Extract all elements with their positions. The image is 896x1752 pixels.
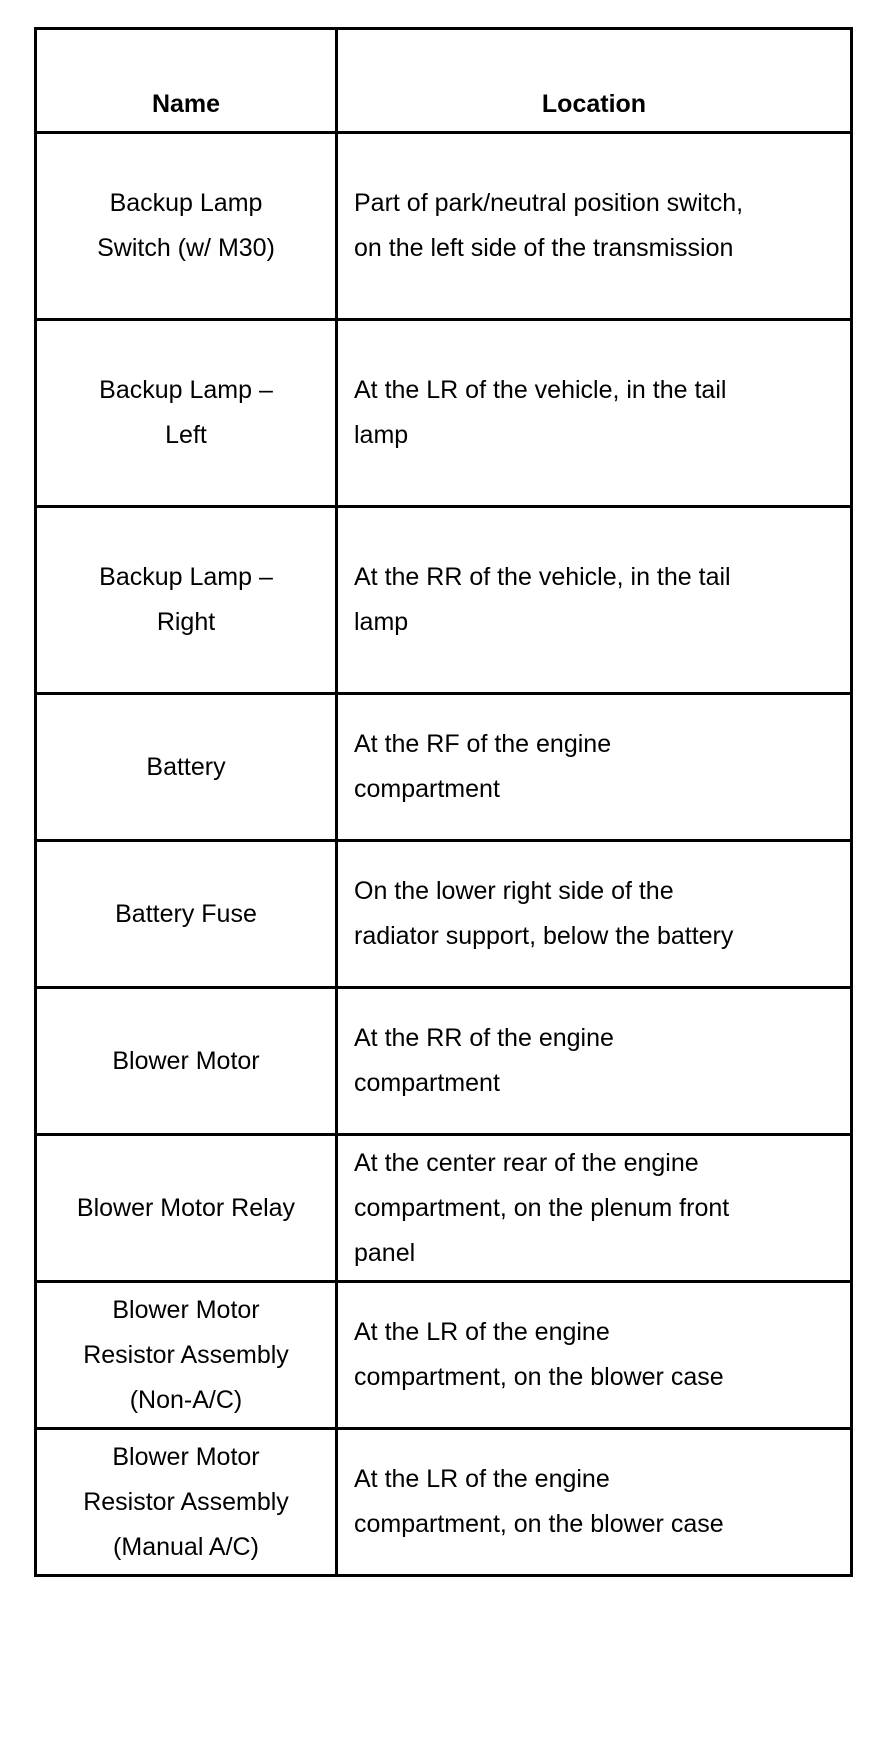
component-name: Blower Motor Resistor Assembly (Non-A/C) — [83, 1295, 289, 1414]
table-row — [36, 1429, 852, 1576]
component-location: At the LR of the engine compartment, on the blower case — [354, 1318, 724, 1391]
location-cell — [337, 1135, 852, 1282]
component-location: At the RF of the engine compartment — [354, 730, 612, 803]
table-row — [36, 507, 852, 694]
location-cell — [337, 507, 852, 694]
name-cell — [36, 1429, 337, 1576]
name-cell — [36, 133, 337, 320]
table-row — [36, 988, 852, 1135]
component-location: At the RR of the vehicle, in the tail lamp — [354, 563, 731, 636]
header-location: Location — [337, 29, 852, 133]
table-row — [36, 1282, 852, 1429]
component-name: Backup Lamp Switch (w/ M30) — [97, 189, 275, 262]
component-location: At the LR of the vehicle, in the tail lamp — [354, 376, 727, 449]
location-cell — [337, 694, 852, 841]
table-header — [36, 29, 852, 133]
table-row — [36, 1135, 852, 1282]
table-row — [36, 841, 852, 988]
name-cell — [36, 694, 337, 841]
component-name: Blower Motor Resistor Assembly (Manual A/C) — [83, 1442, 289, 1561]
location-cell — [337, 1429, 852, 1576]
component-name: Blower Motor — [112, 1046, 260, 1075]
name-cell — [36, 1135, 337, 1282]
location-cell — [337, 1282, 852, 1429]
name-cell — [36, 507, 337, 694]
component-location: At the LR of the engine compartment, on the blower case — [354, 1465, 724, 1538]
component-name: Blower Motor Relay — [76, 1193, 296, 1222]
location-cell — [337, 988, 852, 1135]
name-cell — [36, 988, 337, 1135]
location-cell — [337, 841, 852, 988]
component-location-table — [34, 27, 853, 1577]
component-location: Part of park/neutral position switch, on the left side of the transmission — [354, 189, 744, 262]
table-row — [36, 694, 852, 841]
component-name: Backup Lamp – Left — [99, 376, 273, 449]
component-location: At the center rear of the engine compartment, on the plenum front panel — [354, 1148, 730, 1267]
table-row — [36, 133, 852, 320]
component-location: At the RR of the engine compartment — [354, 1024, 614, 1097]
table-row — [36, 320, 852, 507]
location-cell — [337, 320, 852, 507]
name-cell — [36, 1282, 337, 1429]
component-name: Battery — [146, 752, 226, 781]
component-name: Battery Fuse — [115, 899, 257, 928]
table-body — [36, 133, 852, 1576]
header-row — [36, 29, 852, 133]
component-location: On the lower right side of the radiator support, below the battery — [354, 877, 734, 950]
name-cell — [36, 841, 337, 988]
header-name: Name — [36, 29, 337, 133]
name-cell — [36, 320, 337, 507]
location-cell — [337, 133, 852, 320]
component-name: Backup Lamp – Right — [99, 563, 273, 636]
